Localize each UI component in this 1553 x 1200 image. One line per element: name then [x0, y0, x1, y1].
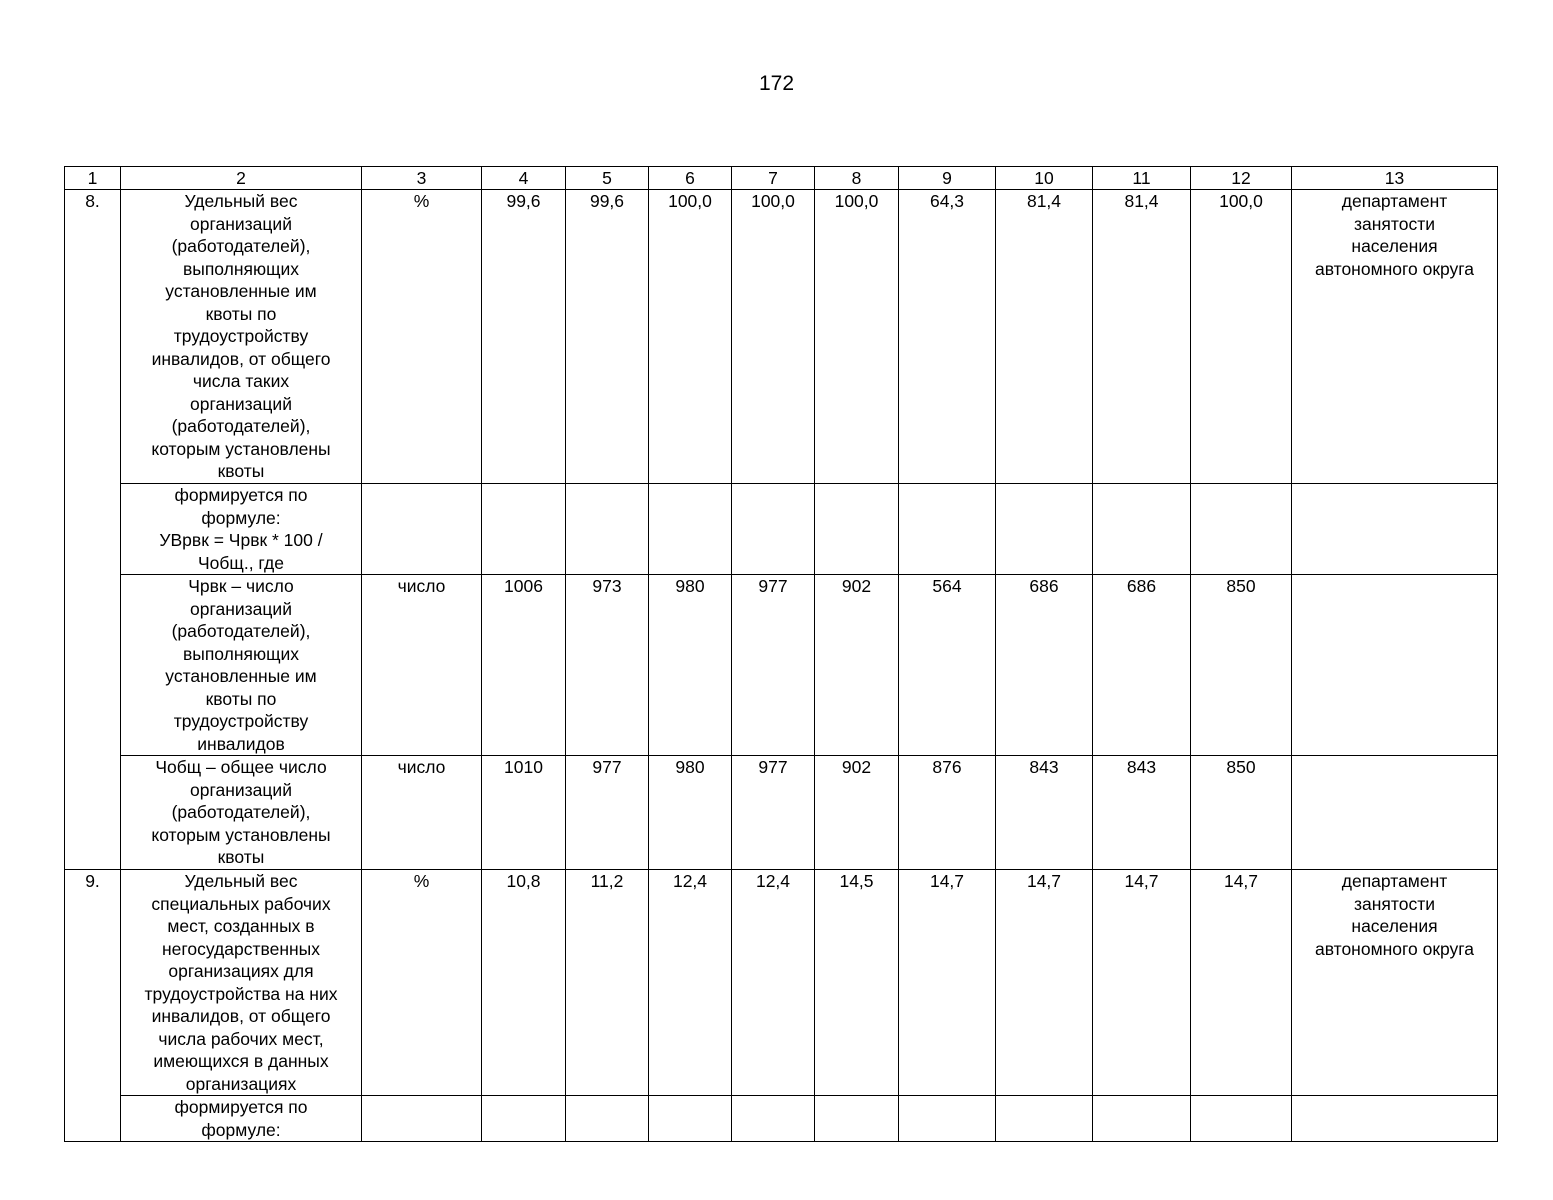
value-cell	[482, 1096, 566, 1142]
column-number: 11	[1093, 167, 1191, 190]
value-cell	[899, 1096, 996, 1142]
value-cell: 81,4	[1093, 190, 1191, 484]
value-cell: 686	[1093, 575, 1191, 756]
value-cell: 564	[899, 575, 996, 756]
column-number: 2	[121, 167, 362, 190]
row-number: 8.	[65, 190, 121, 870]
value-cell: 12,4	[649, 870, 732, 1096]
value-cell: 876	[899, 756, 996, 870]
value-cell: 902	[815, 575, 899, 756]
value-cell	[482, 484, 566, 575]
responsible-cell	[1292, 756, 1498, 870]
table-row	[65, 1096, 1498, 1142]
value-cell: 850	[1191, 756, 1292, 870]
value-cell: 14,7	[1191, 870, 1292, 1096]
column-number: 4	[482, 167, 566, 190]
value-cell: 14,5	[815, 870, 899, 1096]
indicator-description: Удельный вес специальных рабочих мест, созданных в негосударственных организациях для трудоустройства на них инвалидов, от общего числа рабочих мест, имеющихся в данных организациях	[121, 870, 362, 1096]
value-cell: 973	[566, 575, 649, 756]
value-cell: 100,0	[732, 190, 815, 484]
value-cell	[815, 484, 899, 575]
value-cell: 100,0	[815, 190, 899, 484]
value-cell: 11,2	[566, 870, 649, 1096]
responsible-cell: департамент занятости населения автономного округа	[1292, 190, 1498, 484]
responsible-cell	[1292, 1096, 1498, 1142]
value-cell	[1191, 1096, 1292, 1142]
value-cell	[815, 1096, 899, 1142]
value-cell	[649, 484, 732, 575]
value-cell: 81,4	[996, 190, 1093, 484]
value-cell	[996, 1096, 1093, 1142]
indicator-description: формируется по формуле: УВрвк = Чрвк * 100 / Чобщ., где	[121, 484, 362, 575]
value-cell: 1010	[482, 756, 566, 870]
indicator-description: Чобщ – общее число организаций (работодателей), которым установлены квоты	[121, 756, 362, 870]
value-cell: 14,7	[1093, 870, 1191, 1096]
value-cell: 686	[996, 575, 1093, 756]
responsible-cell: департамент занятости населения автономного округа	[1292, 870, 1498, 1096]
column-number: 12	[1191, 167, 1292, 190]
column-number-row	[65, 167, 1498, 190]
responsible-cell	[1292, 484, 1498, 575]
table-row	[65, 575, 1498, 756]
column-number: 13	[1292, 167, 1498, 190]
column-number: 3	[362, 167, 482, 190]
value-cell: 977	[732, 575, 815, 756]
value-cell: 980	[649, 756, 732, 870]
value-cell: 902	[815, 756, 899, 870]
value-cell	[566, 1096, 649, 1142]
column-number: 10	[996, 167, 1093, 190]
column-number: 9	[899, 167, 996, 190]
value-cell	[996, 484, 1093, 575]
unit-cell	[362, 484, 482, 575]
table-row	[65, 870, 1498, 1096]
table-row	[65, 484, 1498, 575]
value-cell: 980	[649, 575, 732, 756]
value-cell: 10,8	[482, 870, 566, 1096]
value-cell: 977	[566, 756, 649, 870]
value-cell: 1006	[482, 575, 566, 756]
value-cell	[1093, 1096, 1191, 1142]
table-row	[65, 756, 1498, 870]
unit-cell: число	[362, 575, 482, 756]
value-cell: 843	[1093, 756, 1191, 870]
value-cell	[732, 484, 815, 575]
value-cell: 100,0	[649, 190, 732, 484]
value-cell	[732, 1096, 815, 1142]
value-cell: 99,6	[482, 190, 566, 484]
value-cell	[1093, 484, 1191, 575]
value-cell: 64,3	[899, 190, 996, 484]
unit-cell	[362, 1096, 482, 1142]
indicators-table	[64, 166, 1498, 1142]
value-cell	[1191, 484, 1292, 575]
value-cell	[566, 484, 649, 575]
value-cell: 99,6	[566, 190, 649, 484]
unit-cell: %	[362, 190, 482, 484]
column-number: 8	[815, 167, 899, 190]
value-cell: 850	[1191, 575, 1292, 756]
value-cell: 12,4	[732, 870, 815, 1096]
unit-cell: число	[362, 756, 482, 870]
responsible-cell	[1292, 575, 1498, 756]
value-cell: 14,7	[899, 870, 996, 1096]
column-number: 7	[732, 167, 815, 190]
row-number: 9.	[65, 870, 121, 1142]
column-number: 6	[649, 167, 732, 190]
value-cell: 843	[996, 756, 1093, 870]
value-cell	[649, 1096, 732, 1142]
value-cell	[899, 484, 996, 575]
value-cell: 14,7	[996, 870, 1093, 1096]
indicator-description: Чрвк – число организаций (работодателей), выполняющих установленные им квоты по трудоустройству инвалидов	[121, 575, 362, 756]
indicator-description: Удельный вес организаций (работодателей), выполняющих установленные им квоты по трудоустройству инвалидов, от общего числа таких организаций (работодателей), которым установлены квоты	[121, 190, 362, 484]
value-cell: 100,0	[1191, 190, 1292, 484]
column-number: 5	[566, 167, 649, 190]
column-number: 1	[65, 167, 121, 190]
table-row	[65, 190, 1498, 484]
value-cell: 977	[732, 756, 815, 870]
unit-cell: %	[362, 870, 482, 1096]
indicator-description: формируется по формуле:	[121, 1096, 362, 1142]
page-number: 172	[758, 72, 795, 95]
